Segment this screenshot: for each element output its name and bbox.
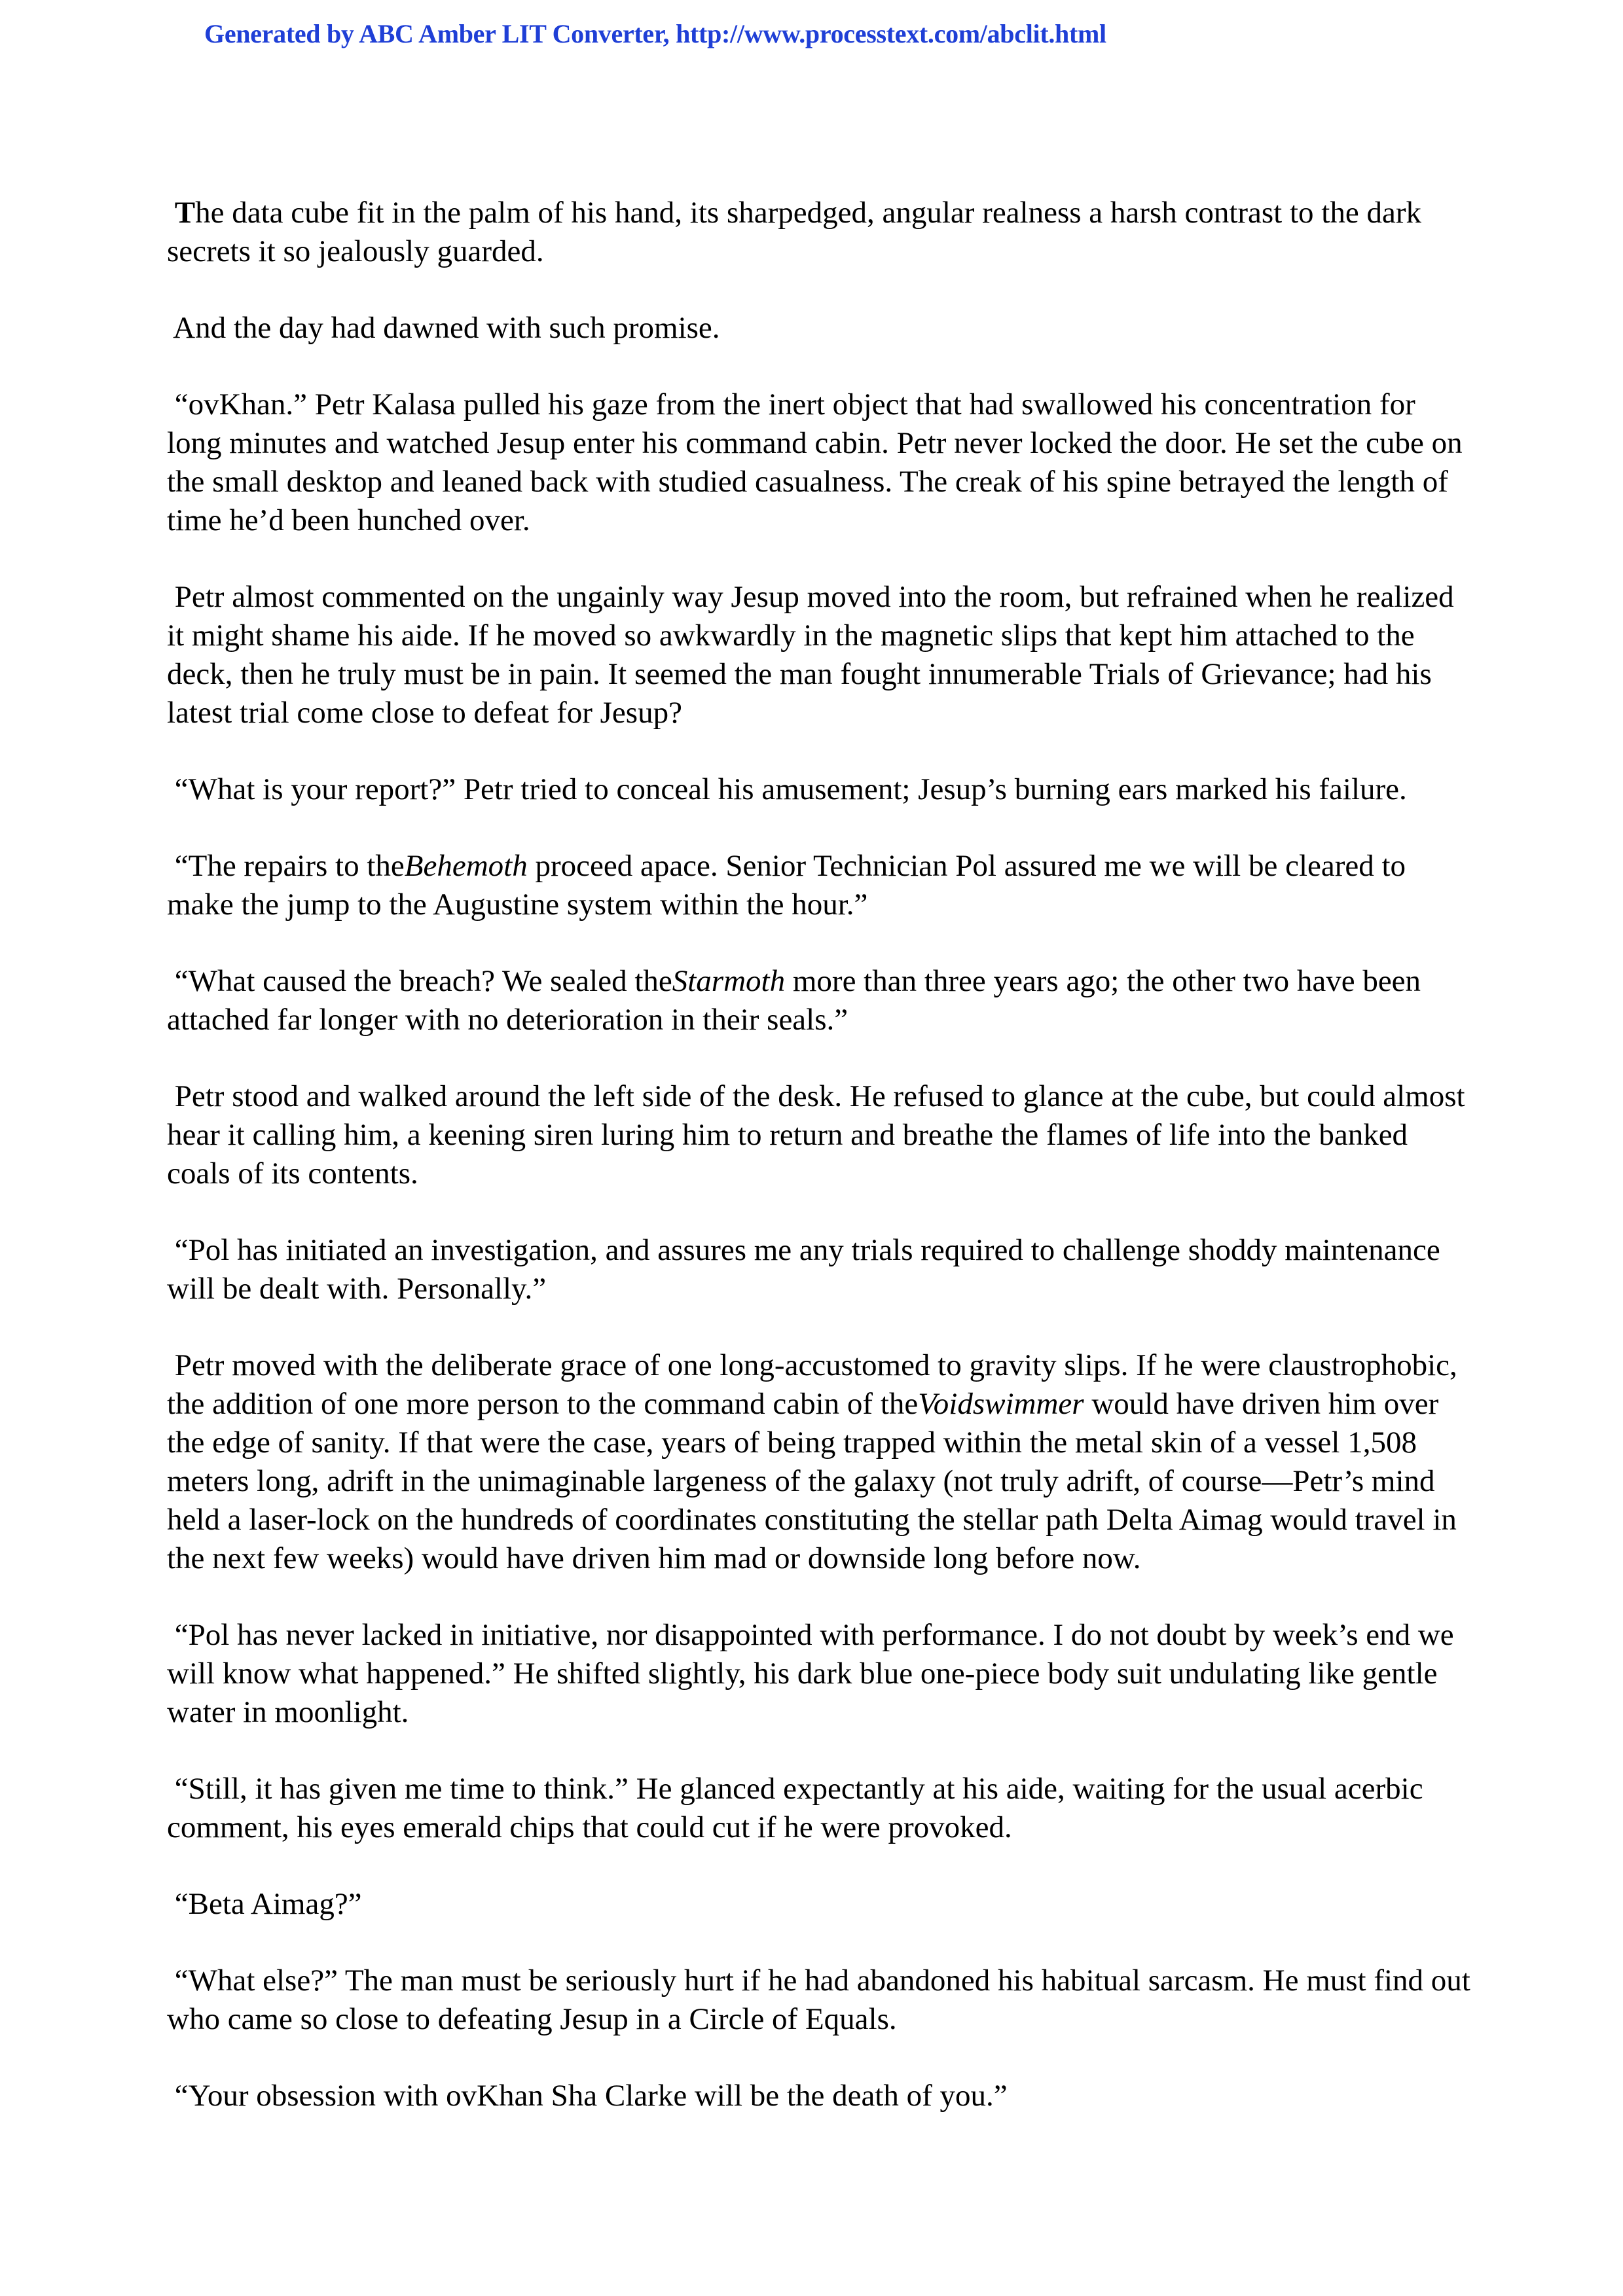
- paragraph-8: [167, 1077, 1476, 1193]
- paragraph-15: [167, 2077, 1476, 2115]
- paragraph-text: “Pol has initiated an investigation, and assures me any trials required to challenge shoddy maintenance will be dealt with. Personally.”: [167, 1233, 1440, 1306]
- paragraph-text-start: “The repairs to the: [174, 849, 405, 883]
- ship-name: Voidswimmer: [918, 1387, 1084, 1421]
- paragraph-text: “ovKhan.” Petr Kalasa pulled his gaze from the inert object that had swallowed his concentration for long minutes and watched Jesup enter his command cabin. Petr never locked the door. He set the cube on the small desktop and leaned back with studied casualness. The creak of his spine betrayed the length of time he’d been hunched over.: [167, 387, 1463, 537]
- paragraph-text-end: proceed apace. Senior Technician Pol assured me we will be cleared to make the jump to the Augustine system within the hour.”: [167, 849, 1406, 922]
- paragraph-2: [167, 309, 1476, 348]
- paragraph-text-start: “What caused the breach? We sealed the: [174, 964, 672, 998]
- paragraph-3: [167, 386, 1476, 540]
- drop-cap: T: [174, 196, 196, 230]
- paragraph-4: [167, 578, 1476, 732]
- document-body: [167, 194, 1476, 2153]
- paragraph-text: he data cube fit in the palm of his hand, its sharpedged, angular realness a harsh contrast to the dark secrets it so jealously guarded.: [167, 196, 1421, 268]
- paragraph-14: [167, 1962, 1476, 2039]
- paragraph-text: “Still, it has given me time to think.” He glanced expectantly at his aide, waiting for the usual acerbic comment, his eyes emerald chips that could cut if he were provoked.: [167, 1772, 1423, 1844]
- ship-name: Starmoth: [672, 964, 786, 998]
- paragraph-text: Petr almost commented on the ungainly way Jesup moved into the room, but refrained when he realized it might shame his aide. If he moved so awkwardly in the magnetic slips that kept him attached to the deck, then he truly must be in pain. It seemed the man fought innumerable Trials of Grievance; had his latest trial come close to defeat for Jesup?: [167, 580, 1454, 730]
- paragraph-text: Petr stood and walked around the left side of the desk. He refused to glance at the cube, but could almost hear it calling him, a keening siren luring him to return and breathe the flames of life into the banked coals of its contents.: [167, 1079, 1465, 1191]
- converter-header: [204, 18, 1106, 49]
- paragraph-6: [167, 847, 1476, 924]
- paragraph-12: [167, 1770, 1476, 1847]
- paragraph-text-start: Petr moved with the deliberate grace of one long-accustomed to gravity slips. If he were claustrophobic, the addition of one more person to the command cabin of the: [167, 1348, 1457, 1421]
- paragraph-text: “What is your report?” Petr tried to conceal his amusement; Jesup’s burning ears marked his failure.: [174, 772, 1407, 806]
- paragraph-text-end: more than three years ago; the other two have been attached far longer with no deterioration in their seals.”: [167, 964, 1421, 1037]
- paragraph-11: [167, 1616, 1476, 1732]
- paragraph-text-end: would have driven him over the edge of sanity. If that were the case, years of being trapped within the metal skin of a vessel 1,508 meters long, adrift in the unimaginable largeness of the galaxy (not truly adrift, of course—Petr’s mind held a laser-lock on the hundreds of coordinates constituting the stellar path Delta Aimag would travel in the next few weeks) would have driven him mad or downside long before now.: [167, 1387, 1457, 1575]
- paragraph-text: “Your obsession with ovKhan Sha Clarke will be the death of you.”: [174, 2079, 1008, 2113]
- paragraph-9: [167, 1231, 1476, 1308]
- converter-link[interactable]: http://www.processtext.com/abclit.html: [676, 19, 1106, 48]
- paragraph-13: [167, 1885, 1476, 1924]
- paragraph-7: [167, 962, 1476, 1039]
- ship-name: Behemoth: [404, 849, 528, 883]
- paragraph-text: “Pol has never lacked in initiative, nor disappointed with performance. I do not doubt by week’s end we will know what happened.” He shifted slightly, his dark blue one-piece body suit undulating like gentle water in moonlight.: [167, 1618, 1454, 1729]
- paragraph-text: “Beta Aimag?”: [174, 1887, 362, 1921]
- paragraph-1: [167, 194, 1476, 271]
- paragraph-text: And the day had dawned with such promise.: [173, 311, 720, 345]
- paragraph-10: [167, 1346, 1476, 1578]
- header-text: Generated by ABC Amber LIT Converter,: [204, 19, 676, 48]
- paragraph-5: [167, 770, 1476, 809]
- paragraph-text: “What else?” The man must be seriously hurt if he had abandoned his habitual sarcasm. He must find out who came so close to defeating Jesup in a Circle of Equals.: [167, 1964, 1470, 2036]
